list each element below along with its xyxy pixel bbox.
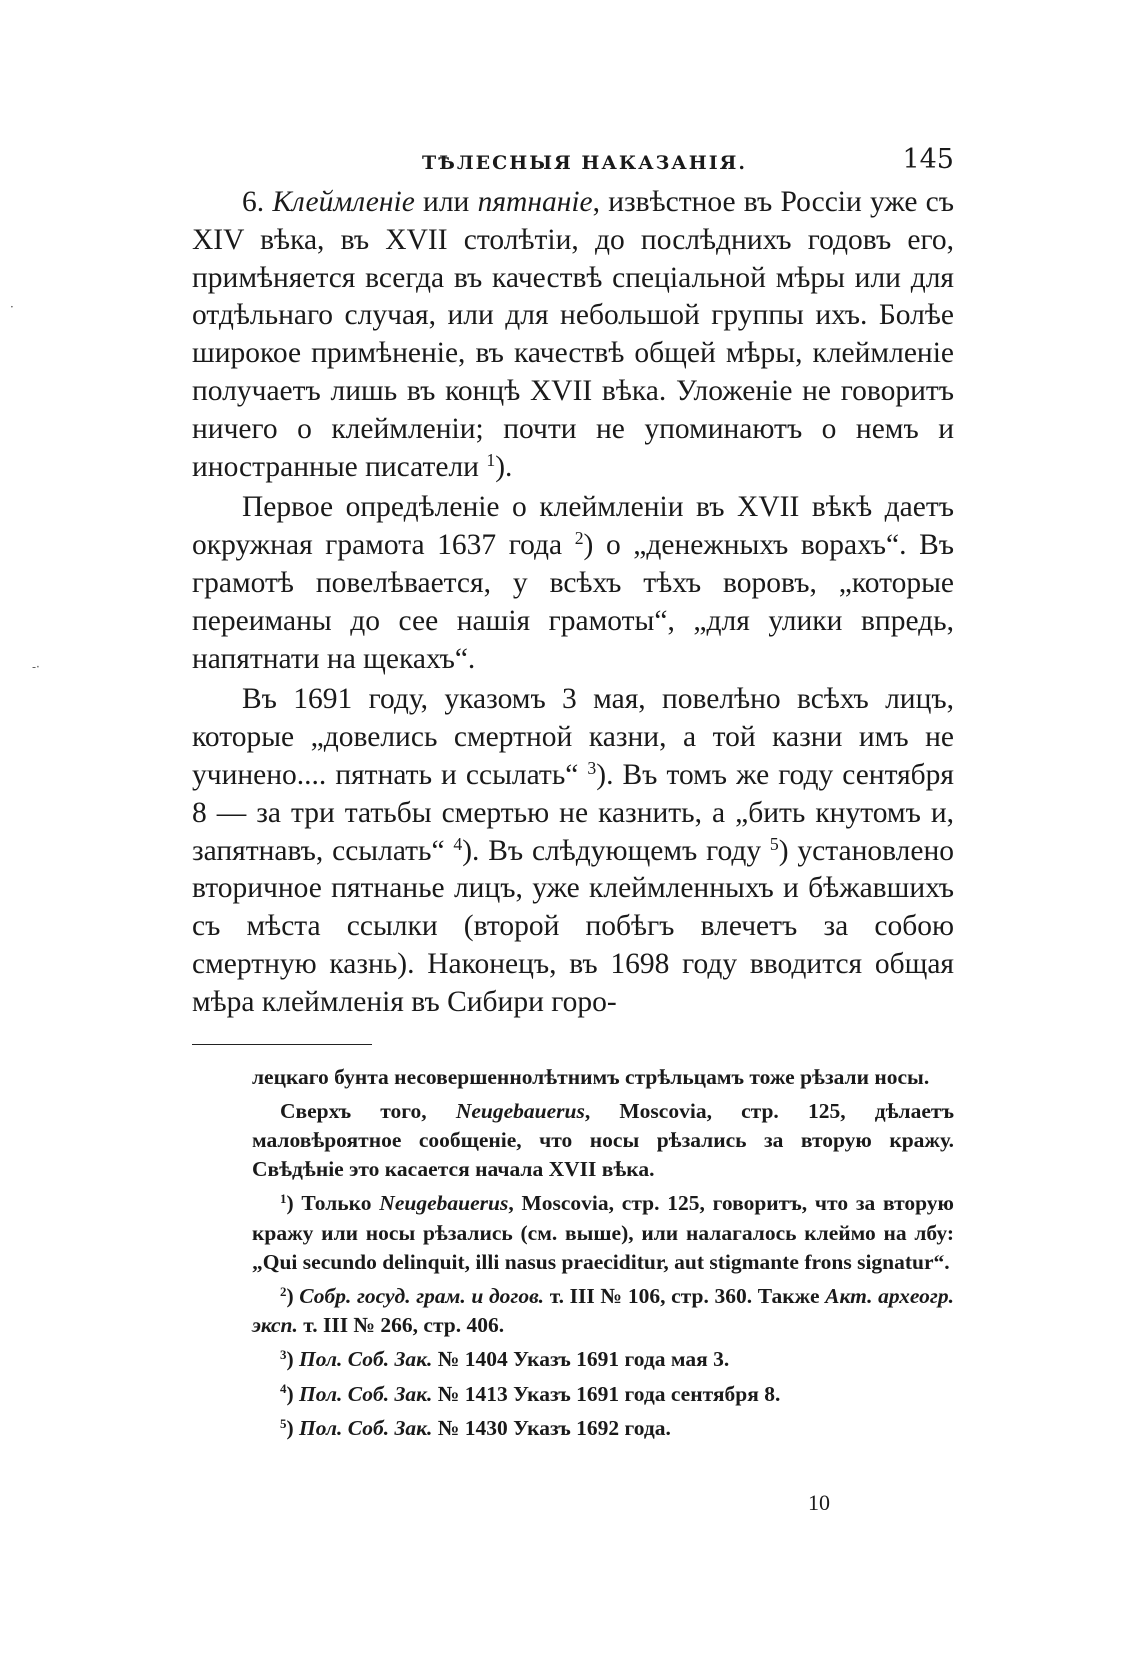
text-run: 6. [242,186,273,218]
footnote-ref: 4 [453,833,463,854]
text-run: или [414,186,478,218]
footnote-ref: 5 [769,833,779,854]
footnote-1 [252,1189,954,1277]
text-run: ) [286,1347,299,1372]
footnote-divider [192,1044,372,1045]
source-title: Пол. Соб. Зак. [299,1381,433,1406]
text-run: т. III № 266, стр. 406. [297,1313,505,1338]
text-run: ) [286,1283,300,1308]
text-run: Первое опредѣленіе о клеймленіи въ XVII вѣкѣ даетъ окружная грамота 1637 года [192,491,954,562]
margin-mark: -‧ [32,660,40,674]
footnote-2 [252,1282,954,1340]
text-run: ) [286,1381,299,1406]
margin-mark: · [10,300,14,314]
main-text [192,184,954,1022]
running-header [192,140,954,180]
footnote-ref: 3 [587,758,597,779]
text-run: ) о „денежныхъ ворахъ“. Въ грамотѣ повелѣвается, у всѣхъ тѣхъ воровъ, „которые переиманы до сее нашія грамоты“, „для улики впредь, напятнати на щекахъ“. [192,529,955,675]
running-title: ТѢЛЕСНЫЯ НАКАЗАНІЯ. [422,152,747,174]
source-title: Акт. археогр. эксп. [252,1283,954,1338]
paragraph [192,184,954,486]
footnote-number: 5 [280,1416,287,1431]
footnote-ref: 2 [574,528,584,549]
text-run: Въ 1691 году, указомъ 3 мая, повелѣно всѣхъ лицъ, которые „довелись смертной казни, а той казни имъ не учинено.... пятнать и ссылать“ [192,683,954,791]
footnote-3 [252,1345,954,1374]
text-run: № 1413 Указъ 1691 года сентября 8. [432,1381,781,1406]
footnote-number: 3 [280,1348,287,1363]
emphasized-term: Клеймленіе [272,186,415,218]
footnote-ref: 1 [486,449,496,470]
text-run: ). [495,450,513,483]
text-run: № 1430 Указъ 1692 года. [432,1415,671,1440]
text-run: Сверхъ того, [280,1098,456,1123]
text-run: ). Въ томъ же году сентября 8 — за три татьбы смертью не казнить, а „бить кнутомъ и, запятнавъ, ссылать“ [192,758,954,867]
signature-mark: 10 [808,1490,830,1515]
footnote-5 [252,1414,954,1443]
text-run: т. III № 106, стр. 360. Также [544,1283,826,1308]
source-title: Пол. Соб. Зак. [299,1347,433,1372]
footnotes [192,1063,954,1443]
text-run: № 1404 Указъ 1691 года мая 3. [432,1347,730,1372]
text-run: , Moscovia, стр. 125, дѣлаетъ маловѣроятное сообщеніе, что носы рѣзались за вторую кражу. Свѣдѣніе это касается начала XVII вѣка. [252,1098,954,1182]
text-run: ) Только [286,1191,380,1216]
footnote-continuation [252,1097,954,1185]
source-title: Собр. госуд. грам. и догов. [299,1283,545,1308]
text-run: , Moscovia, стр. 125, говоритъ, что за вторую кражу или носы рѣзались (см. выше), или налагалось клеймо на лбу: „Qui secundo delinquit, illi nasus praeciditur, aut stigmante frons signatur“. [252,1191,954,1274]
footnote-4 [252,1380,954,1409]
emphasized-term: пятнаніе [477,186,593,218]
text-run: ). Въ слѣдующемъ году [462,834,770,867]
paragraph [192,489,954,678]
footnote-continuation: лецкаго бунта несовершеннолѣтнимъ стрѣльцамъ тоже рѣзали носы. [252,1064,930,1089]
text-run: , извѣстное въ Россіи уже съ XIV вѣка, въ XVII столѣтіи, до послѣднихъ годовъ его, примѣняется всегда въ качествѣ спеціальной мѣры или для отдѣльнаго случая, или для небольшой группы ихъ. Болѣе широкое примѣненіе, въ качествѣ общей мѣры, клеймленіе получаетъ лишь въ концѣ XVII вѣка. Уложеніе не говоритъ ничего о клеймленіи; почти не упоминаютъ о немъ и иностранные писатели [192,186,955,483]
author-name: Neugebauerus [455,1098,585,1123]
source-title: Пол. Соб. Зак. [299,1415,433,1440]
book-page [192,140,954,1448]
page-number: 145 [902,144,954,175]
footnote-number: 4 [280,1382,287,1397]
text-run: ) установлено вторичное пятнанье лицъ, уже клеймленныхъ и бѣжавшихъ съ мѣста ссылки (второй побѣгъ влечетъ за собою смертную казнь). Наконецъ, въ 1698 году вводится общая мѣра клеймленія въ Сибири горо- [192,834,954,1018]
footnote-number: 1 [280,1192,287,1207]
author-name: Neugebauerus [379,1191,509,1216]
text-run: ) [286,1415,299,1440]
footnote-number: 2 [280,1284,287,1299]
paragraph [192,681,954,1021]
